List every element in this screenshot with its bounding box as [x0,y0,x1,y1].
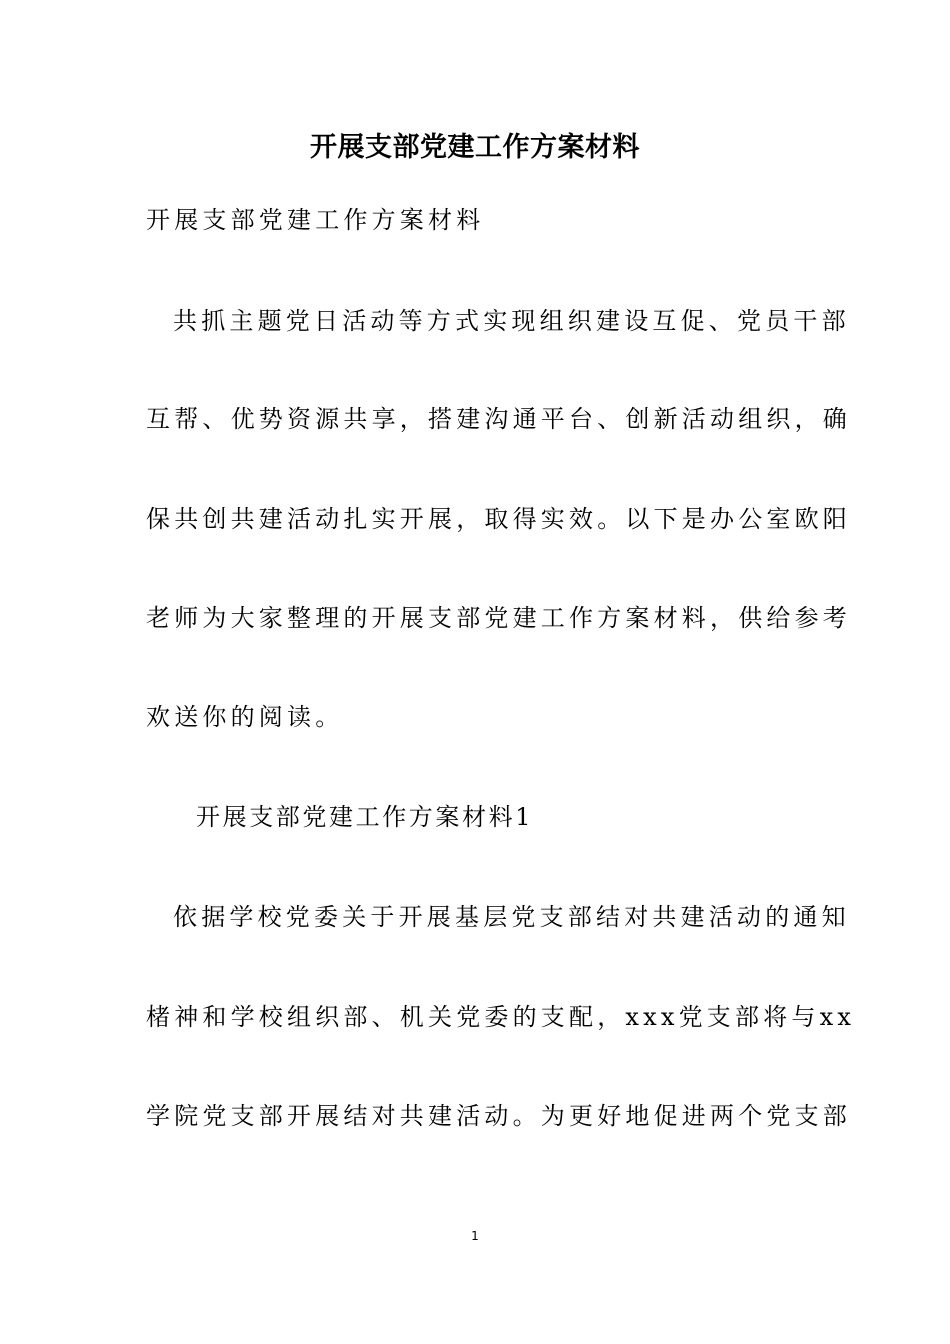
paragraph-line: 楮神和学校组织部、机关党委的支配，xxx党支部将与xx [146,1003,856,1031]
paragraph-line: 欢送你的阅读。 [146,703,344,731]
paragraph-line: 保共创共建活动扎实开展，取得实效。以下是办公室欧阳 [146,505,851,533]
section-heading: 开展支部党建工作方案材料1 [196,803,534,831]
paragraph-line: 老师为大家整理的开展支部党建工作方案材料，供给参考 [146,604,851,632]
paragraph-line: 开展支部党建工作方案材料 [146,206,485,234]
paragraph-line: 学院党支部开展结对共建活动。为更好地促进两个党支部 [146,1102,851,1130]
page-number: 1 [471,1229,479,1243]
paragraph-line: 互帮、优势资源共享，搭建沟通平台、创新活动组织，确 [146,405,851,433]
document-title: 开展支部党建工作方案材料 [310,132,640,163]
paragraph-line: 共抓主题党日活动等方式实现组织建设互促、党员干部 [173,307,850,335]
paragraph-line: 依据学校党委关于开展基层党支部结对共建活动的通知 [173,903,850,931]
